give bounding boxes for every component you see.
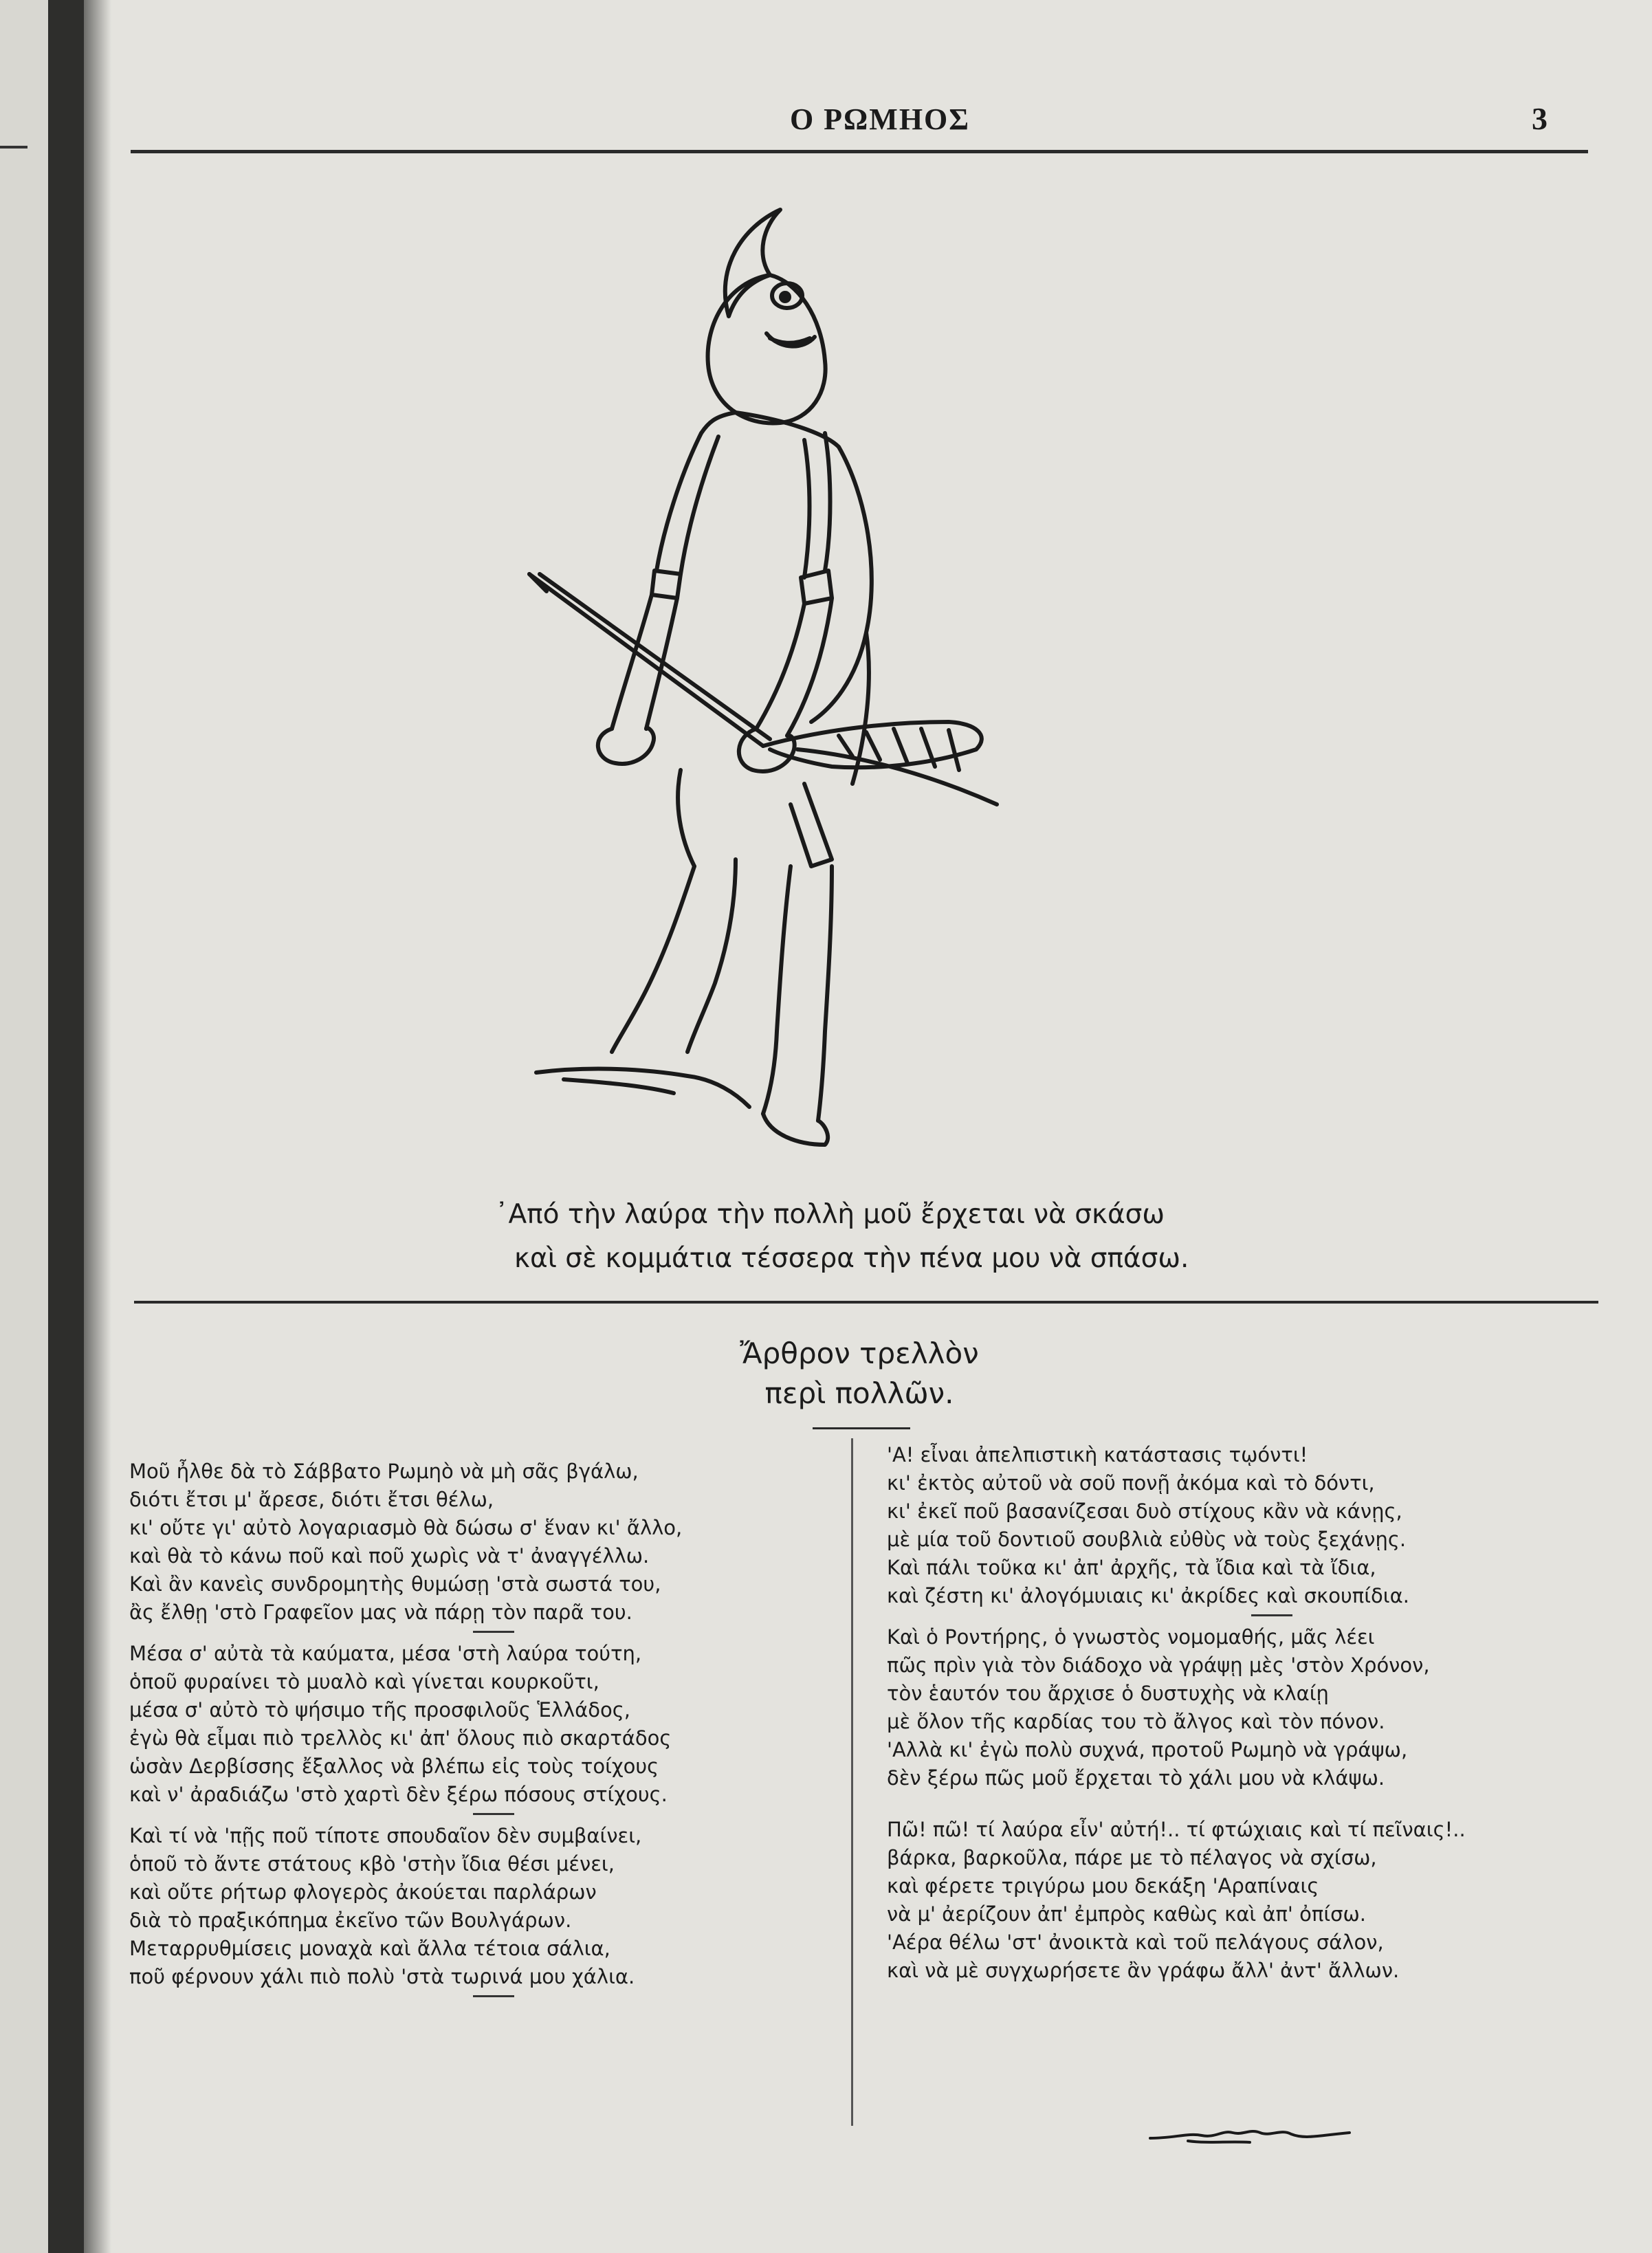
verse-line: κι' ἐκτὸς αὐτοῦ νὰ σοῦ πονῇ ἀκόμα καὶ τὸ δόντι, bbox=[887, 1471, 1375, 1495]
verse-line: Πῶ! πῶ! τί λαύρα εἶν' αὐτή!.. τί φτώχιαις καὶ τί πεῖναις!.. bbox=[887, 1818, 1466, 1841]
verse-line: διότι ἔτσι μ' ἄρεσε, διότι ἔτσι θέλω, bbox=[129, 1488, 494, 1511]
book-binding bbox=[48, 0, 84, 2253]
stanza-gap bbox=[887, 1792, 1466, 1816]
page-number: 3 bbox=[1532, 101, 1548, 136]
verse-line: ἂς ἔλθῃ 'στὸ Γραφεῖον μας νὰ πάρῃ τὸν παρᾶ του. bbox=[129, 1601, 632, 1624]
verse-line: καὶ οὔτε ρήτωρ φλογερὸς ἀκούεται παρλάρων bbox=[129, 1880, 597, 1904]
verse-line: Καὶ τί νὰ 'πῇς ποῦ τίποτε σπουδαῖον δὲν συμβαίνει, bbox=[129, 1824, 642, 1847]
column-divider bbox=[851, 1438, 853, 2126]
header-rule bbox=[131, 150, 1588, 153]
stanza-separator bbox=[473, 1631, 514, 1633]
left-column bbox=[129, 1458, 682, 2004]
verse-line: ὡσὰν Δερβίσσης ἔξαλλος νὰ βλέπω εἰς τοὺς τοίχους bbox=[129, 1755, 659, 1778]
verse-line: κι' οὔτε γι' αὐτὸ λογαριασμὸ θὰ δώσω σ' ἕναν κι' ἄλλο, bbox=[129, 1516, 683, 1539]
margin-mark bbox=[0, 146, 27, 149]
verse-line: βάρκα, βαρκοῦλα, πάρε με τὸ πέλαγος νὰ σχίσω, bbox=[887, 1846, 1377, 1869]
verse-line: καὶ φέρετε τριγύρω μου δεκάξη 'Αραπίναις bbox=[887, 1874, 1319, 1898]
caption-line: ᾿Από τὴν λαύρα τὴν πολλὴ μοῦ ἔρχεται νὰ σκάσω bbox=[495, 1199, 1165, 1230]
verse-line: μὲ ὅλον τῆς καρδίας του τὸ ἄλγος καὶ τὸν πόνον. bbox=[887, 1710, 1385, 1733]
verse-line: 'Αέρα θέλω 'στ' ἀνοικτὰ καὶ τοῦ πελάγους σάλον, bbox=[887, 1931, 1384, 1954]
newspaper-title: Ο ΡΩΜΗΟΣ bbox=[789, 102, 971, 136]
verse-line: Καὶ ὁ Ροντήρης, ὁ γνωστὸς νομομαθής, μᾶς λέει bbox=[887, 1625, 1375, 1649]
verse-line: καὶ θὰ τὸ κάνω ποῦ καὶ ποῦ χωρὶς νὰ τ' ἀναγγέλλω. bbox=[129, 1544, 650, 1568]
verse-line: Καὶ πάλι τοῦκα κι' ἀπ' ἀρχῆς, τὰ ἴδια καὶ τὰ ἴδια, bbox=[887, 1556, 1376, 1579]
illustration-caption bbox=[481, 1193, 1237, 1281]
right-column bbox=[887, 1441, 1466, 1985]
verse-line: μὲ μία τοῦ δοντιοῦ σουβλιὰ εὐθὺς νὰ τοὺς ξεχάνῃς. bbox=[887, 1528, 1407, 1551]
article-title bbox=[619, 1334, 1100, 1414]
verse-line: 'Αλλὰ κι' ἐγὼ πολὺ συχνά, προτοῦ Ρωμηὸ νὰ γράψω, bbox=[887, 1738, 1408, 1761]
verse-line: ὁποῦ τὸ ἄντε στάτους κβὸ 'στὴν ἴδια θέσι μένει, bbox=[129, 1852, 615, 1876]
verse-line: κι' ἐκεῖ ποῦ βασανίζεσαι δυὸ στίχους κἂν νὰ κάνῃς, bbox=[887, 1499, 1402, 1523]
binding-shadow bbox=[84, 0, 111, 2253]
verse-line: ποῦ φέρνουν χάλι πιὸ πολὺ 'στὰ τωρινά μου χάλια. bbox=[129, 1965, 635, 1988]
stanza-separator bbox=[1251, 1614, 1292, 1616]
caption-line: καὶ σὲ κομμάτια τέσσερα τὴν πένα μου νὰ σπάσω. bbox=[514, 1243, 1189, 1274]
verse-line: δὲν ξέρω πῶς μοῦ ἔρχεται τὸ χάλι μου νὰ κλάψω. bbox=[887, 1766, 1385, 1790]
article-title-line: περὶ πολλῶν. bbox=[764, 1376, 954, 1410]
verse-line: ὁποῦ φυραίνει τὸ μυαλὸ καὶ γίνεται κουρκοῦτι, bbox=[129, 1670, 599, 1693]
title-rule bbox=[813, 1427, 910, 1429]
verse-line: ἐγὼ θὰ εἶμαι πιὸ τρελλὸς κι' ἀπ' ὅλους πιὸ σκαρτάδος bbox=[129, 1726, 672, 1750]
cartoon-illustration bbox=[509, 186, 1169, 1169]
stanza-separator bbox=[473, 1813, 514, 1815]
verse-line: πῶς πρὶν γιὰ τὸν διάδοχο νὰ γράψῃ μὲς 'στὸν Χρόνον, bbox=[887, 1653, 1430, 1677]
article-title-line: Ἄρθρον τρελλὸν bbox=[740, 1337, 979, 1370]
stanza-separator bbox=[473, 1995, 514, 1997]
verse-line: καὶ νὰ μὲ συγχωρήσετε ἂν γράφω ἄλλ' ἀντ' ἄλλων. bbox=[887, 1959, 1400, 1982]
page-left-margin bbox=[0, 0, 48, 2253]
section-rule bbox=[134, 1301, 1598, 1304]
verse-line: 'Α! εἶναι ἀπελπιστικὴ κατάστασις τῳόντι! bbox=[887, 1443, 1308, 1466]
verse-line: Μέσα σ' αὐτὰ τὰ καύματα, μέσα 'στὴ λαύρα τούτη, bbox=[129, 1642, 642, 1665]
end-ornament bbox=[1147, 2123, 1353, 2151]
verse-line: τὸν ἑαυτόν του ἄρχισε ὁ δυστυχὴς νὰ κλαίῃ bbox=[887, 1682, 1329, 1705]
verse-line: διὰ τὸ πραξικόπημα ἐκεῖνο τῶν Βουλγάρων. bbox=[129, 1909, 572, 1932]
verse-line: Μοῦ ἦλθε δὰ τὸ Σάββατο Ρωμηὸ νὰ μὴ σᾶς βγάλω, bbox=[129, 1460, 639, 1483]
verse-line: Καὶ ἂν κανεὶς συνδρομητὴς θυμώσῃ 'στὰ σωστά του, bbox=[129, 1572, 661, 1596]
verse-line: καὶ ζέστη κι' ἀλογόμυιαις κι' ἀκρίδες καὶ σκουπίδια. bbox=[887, 1584, 1409, 1607]
verse-line: νὰ μ' ἀερίζουν ἀπ' ἐμπρὸς καθὼς καὶ ἀπ' ὀπίσω. bbox=[887, 1902, 1367, 1926]
verse-line: Μεταρρυθμίσεις μοναχὰ καὶ ἄλλα τέτοια σάλια, bbox=[129, 1937, 610, 1960]
verse-line: μέσα σ' αὐτὸ τὸ ψήσιμο τῆς προσφιλοῦς Ἑλλάδος, bbox=[129, 1698, 630, 1722]
verse-line: καὶ ν' ἀραδιάζω 'στὸ χαρτὶ δὲν ξέρω πόσους στίχους. bbox=[129, 1783, 668, 1806]
